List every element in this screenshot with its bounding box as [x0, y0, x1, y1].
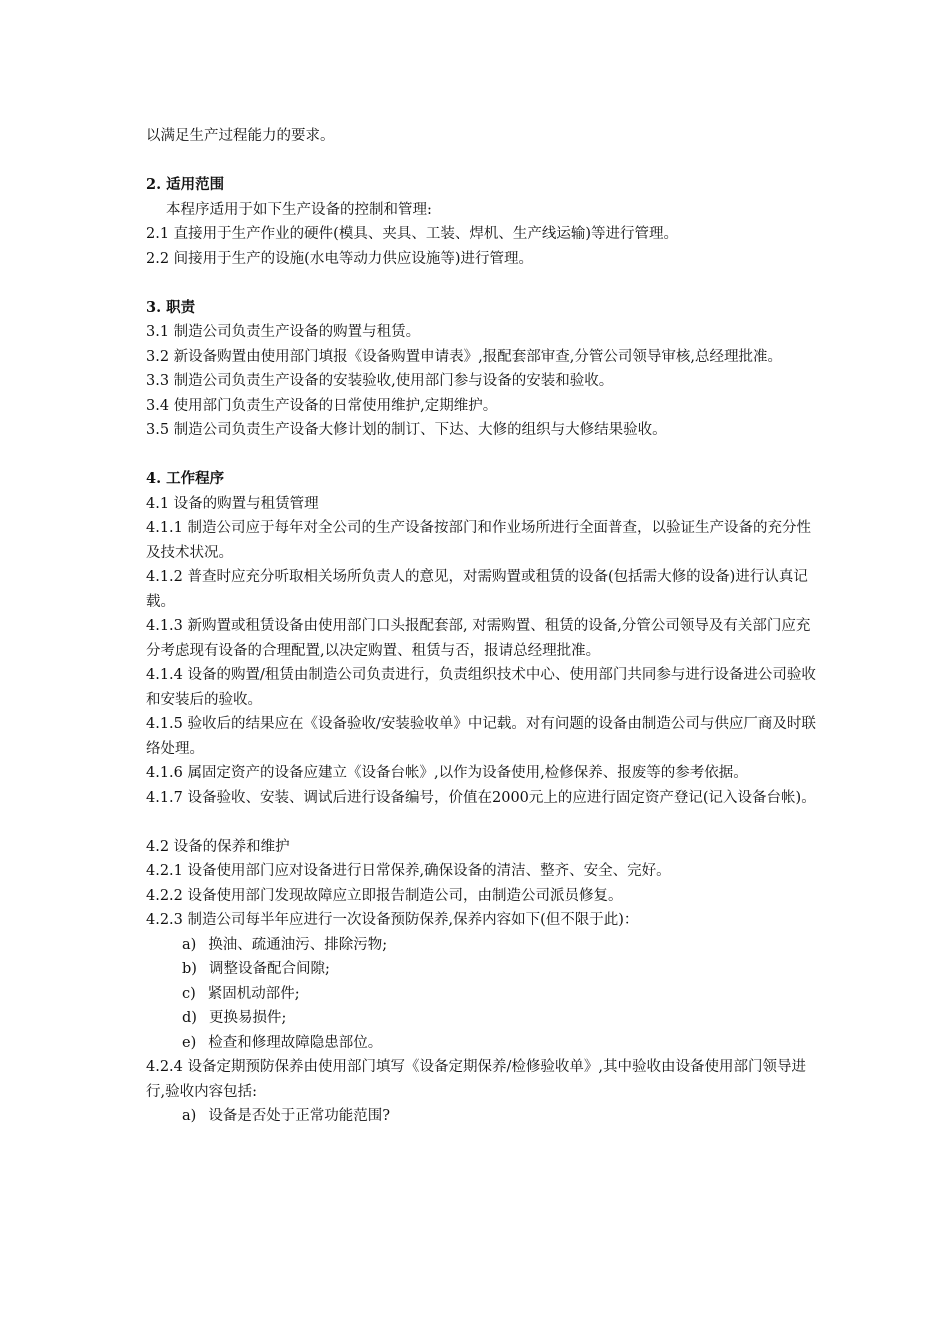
clause-2-1: 2.1 直接用于生产作业的硬件(模具、夹具、工装、焊机、生产线运输)等进行管理。 — [146, 226, 678, 242]
spacer — [146, 443, 820, 468]
clause-4-1-2: 4.1.2 普查时应充分听取相关场所负责人的意见，对需购置或租赁的设备(包括需大修的设备)进行认真记载。 — [146, 569, 808, 610]
intro-line: 以满足生产过程能力的要求。 — [146, 128, 335, 144]
spacer — [146, 149, 820, 174]
subsection-4-1-title: 4.1 设备的购置与租赁管理 — [146, 495, 319, 512]
list-text: 更换易损件; — [208, 1010, 287, 1026]
clause-4-1-7: 4.1.7 设备验收、安装、调试后进行设备编号，价值在2000元上的应进行固定资产登记(记入设备台帐)。 — [146, 789, 816, 806]
list-text: 紧固机动部件; — [207, 985, 300, 1002]
list-marker: c) — [182, 985, 196, 1002]
list-item — [146, 933, 820, 958]
clause-4-1-1: 4.1.1 制造公司应于每年对全公司的生产设备按部门和作业场所进行全面普查，以验证生产设备的充分性及技术状况。 — [146, 520, 811, 561]
clause-3-5: 3.5 制造公司负责生产设备大修计划的制订、下达、大修的组织与大修结果验收。 — [146, 422, 667, 438]
list-item — [146, 1006, 820, 1031]
section-4-heading: 4. 工作程序 — [146, 470, 225, 487]
list-text: 调整设备配合间隙; — [208, 961, 330, 977]
spacer — [146, 271, 820, 296]
clause-4-1-4: 4.1.4 设备的购置/租赁由制造公司负责进行，负责组织技术中心、使用部门共同参与进行设备进公司验收和安装后的验收。 — [146, 667, 816, 708]
list-item — [146, 982, 820, 1007]
list-marker: b) — [182, 961, 197, 977]
clause-4-1-6: 4.1.6 属固定资产的设备应建立《设备台帐》,以作为设备使用,检修保养、报废等的参考依据。 — [146, 765, 748, 781]
section-3-heading: 3. 职责 — [146, 298, 196, 316]
list-text: 换油、疏通油污、排除污物; — [208, 936, 388, 953]
section-2-heading: 2. 适用范围 — [146, 176, 225, 193]
clause-4-2-3: 4.2.3 制造公司每半年应进行一次设备预防保养,保养内容如下(但不限于此)： — [146, 912, 639, 928]
spacer — [146, 810, 820, 835]
clause-4-1-3: 4.1.3 新购置或租赁设备由使用部门口头报配套部, 对需购置、租赁的设备,分管公司领导及有关部门应充分考虑现有设备的合理配置,以决定购置、租赁与否，报请总经理批准。 — [146, 618, 811, 659]
list-item — [146, 1104, 820, 1129]
list-text: 设备是否处于正常功能范围? — [208, 1108, 391, 1124]
list-marker: d) — [182, 1010, 197, 1026]
list-marker: a) — [182, 936, 197, 953]
clause-4-2-2: 4.2.2 设备使用部门发现故障应立即报告制造公司，由制造公司派员修复。 — [146, 887, 623, 904]
clause-3-2: 3.2 新设备购置由使用部门填报《设备购置申请表》,报配套部审查,分管公司领导审核,总经理批准。 — [146, 348, 782, 365]
clause-3-4: 3.4 使用部门负责生产设备的日常使用维护,定期维护。 — [146, 397, 498, 414]
list-item — [146, 957, 820, 982]
section-2-lead: 本程序适用于如下生产设备的控制和管理: — [166, 201, 432, 218]
list-marker: a) — [182, 1108, 197, 1124]
clause-2-2: 2.2 间接用于生产的设施(水电等动力供应设施等)进行管理。 — [146, 250, 533, 267]
clause-3-3: 3.3 制造公司负责生产设备的安装验收,使用部门参与设备的安装和验收。 — [146, 373, 614, 389]
clause-3-1: 3.1 制造公司负责生产设备的购置与租赁。 — [146, 324, 421, 340]
clause-4-2-4: 4.2.4 设备定期预防保养由使用部门填写《设备定期保养/检修验收单》,其中验收由设备使用部门领导进行,验收内容包括: — [146, 1059, 806, 1100]
clause-4-1-5: 4.1.5 验收后的结果应在《设备验收/安装验收单》中记载。对有问题的设备由制造公司与供应厂商及时联络处理。 — [146, 716, 816, 757]
clause-4-2-1: 4.2.1 设备使用部门应对设备进行日常保养,确保设备的清洁、整齐、安全、完好。 — [146, 863, 671, 879]
subsection-4-2-title: 4.2 设备的保养和维护 — [146, 838, 290, 855]
list-item — [146, 1031, 820, 1056]
list-marker: e) — [182, 1034, 197, 1051]
list-text: 检查和修理故障隐患部位。 — [208, 1034, 383, 1051]
